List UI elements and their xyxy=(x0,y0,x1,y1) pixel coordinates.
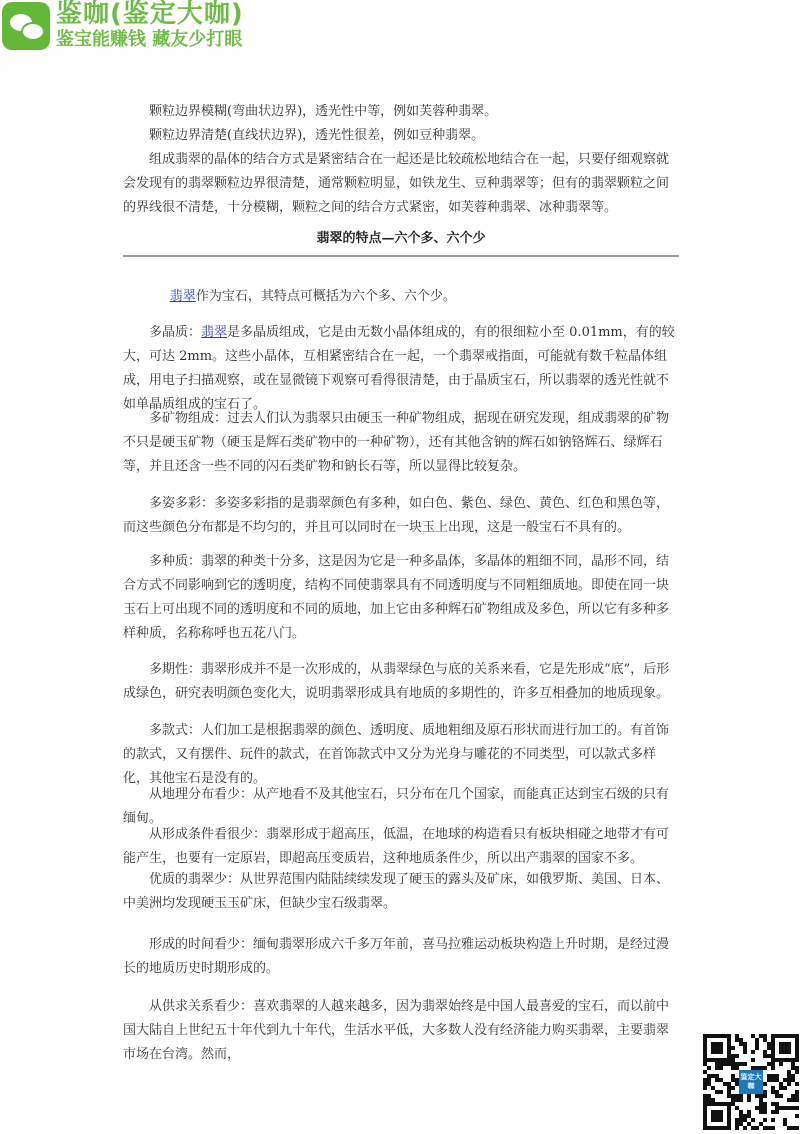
qr-module xyxy=(715,1110,719,1114)
qr-module xyxy=(727,1062,731,1066)
qr-center-logo: 鉴定大咖 xyxy=(739,1070,763,1094)
qr-module xyxy=(703,1110,707,1114)
qr-module xyxy=(779,1082,783,1086)
paragraph-dili: 从地理分布看少：从产地看不及其他宝石，只分布在几个国家，而能真正达到宝石级的只有缅甸。 xyxy=(123,787,670,826)
qr-module xyxy=(775,1090,779,1094)
paragraph-kuangwu: 多矿物组成：过去人们认为翡翠只由硬玉一种矿物组成，据现在研究发现，组成翡翠的矿物不只是硬玉矿物（硬玉是辉石类矿物中的一种矿物），还有其他含钠的辉石如钠铬辉石、绿辉石等，并且还含一些不同的闪石类矿物和钠长石等，所以显得比较复杂。 xyxy=(123,411,670,474)
qr-module xyxy=(703,1106,707,1110)
qr-module xyxy=(739,1094,743,1098)
qr-module xyxy=(751,1050,755,1054)
qr-module xyxy=(795,1098,799,1102)
qr-module xyxy=(731,1086,735,1090)
qr-module xyxy=(763,1126,767,1130)
qr-module xyxy=(715,1118,719,1122)
qr-module xyxy=(791,1062,795,1066)
qr-module xyxy=(783,1058,787,1062)
qr-module xyxy=(735,1062,739,1066)
qr-module xyxy=(735,1122,739,1126)
qr-module xyxy=(727,1102,731,1106)
qr-module xyxy=(755,1046,759,1050)
qr-module xyxy=(719,1118,723,1122)
qr-module xyxy=(743,1126,747,1130)
qr-module xyxy=(719,1126,723,1130)
qr-module xyxy=(715,1090,719,1094)
qr-module xyxy=(763,1118,767,1122)
qr-module xyxy=(759,1098,763,1102)
watermark-header xyxy=(0,0,244,56)
qr-module xyxy=(763,1090,767,1094)
qr-module xyxy=(791,1066,795,1070)
qr-module xyxy=(715,1050,719,1054)
qr-module xyxy=(719,1090,723,1094)
qr-module xyxy=(731,1098,735,1102)
qr-module xyxy=(779,1106,783,1110)
qr-module xyxy=(703,1122,707,1126)
qr-module xyxy=(775,1034,779,1038)
qr-module xyxy=(747,1122,751,1126)
qr-module xyxy=(791,1126,795,1130)
qr-module xyxy=(791,1074,795,1078)
qr-module xyxy=(743,1114,747,1118)
qr-module xyxy=(727,1050,731,1054)
qr-module xyxy=(751,1058,755,1062)
qr-module xyxy=(775,1094,779,1098)
qr-module xyxy=(795,1042,799,1046)
qr-module xyxy=(783,1050,787,1054)
qr-module xyxy=(703,1062,707,1066)
qr-module xyxy=(707,1034,711,1038)
qr-module xyxy=(711,1050,715,1054)
qr-module xyxy=(711,1126,715,1130)
qr-module xyxy=(727,1118,731,1122)
qr-module xyxy=(735,1034,739,1038)
qr-module xyxy=(707,1094,711,1098)
watermark-title: 鉴咖(鉴定大咖) xyxy=(56,0,244,29)
qr-module xyxy=(707,1126,711,1130)
qr-module xyxy=(703,1042,707,1046)
qr-module xyxy=(711,1110,715,1114)
qr-module xyxy=(711,1118,715,1122)
qr-module xyxy=(779,1034,783,1038)
qr-module xyxy=(787,1082,791,1086)
qr-module xyxy=(795,1126,799,1130)
qr-module xyxy=(771,1062,775,1066)
qr-module xyxy=(727,1086,731,1090)
qr-module xyxy=(763,1102,767,1106)
qr-module xyxy=(707,1082,711,1086)
qr-module xyxy=(755,1042,759,1046)
qr-module xyxy=(779,1062,783,1066)
qr-module xyxy=(731,1074,735,1078)
qr-module xyxy=(715,1126,719,1130)
qr-module xyxy=(783,1034,787,1038)
qr-module xyxy=(719,1050,723,1054)
qr-module xyxy=(759,1110,763,1114)
feicui-link[interactable]: 翡翠 xyxy=(169,289,196,304)
qr-module xyxy=(743,1062,747,1066)
qr-module xyxy=(715,1074,719,1078)
qr-module xyxy=(771,1046,775,1050)
qr-module xyxy=(747,1114,751,1118)
qr-module xyxy=(791,1106,795,1110)
qr-module xyxy=(703,1038,707,1042)
qr-module xyxy=(715,1058,719,1062)
qr-module xyxy=(719,1034,723,1038)
qr-module xyxy=(783,1086,787,1090)
qr-module xyxy=(795,1058,799,1062)
qr-module xyxy=(703,1070,707,1074)
qr-module xyxy=(755,1094,759,1098)
qr-module xyxy=(763,1050,767,1054)
qr-module xyxy=(727,1082,731,1086)
qr-module xyxy=(795,1094,799,1098)
qr-module xyxy=(747,1098,751,1102)
qr-module xyxy=(771,1118,775,1122)
qr-module xyxy=(719,1042,723,1046)
qr-module xyxy=(759,1106,763,1110)
qr-module xyxy=(727,1034,731,1038)
qr-module xyxy=(767,1078,771,1082)
qr-module xyxy=(783,1118,787,1122)
qr-module xyxy=(767,1126,771,1130)
qr-module xyxy=(735,1094,739,1098)
qr-module xyxy=(723,1102,727,1106)
qr-module xyxy=(771,1074,775,1078)
qr-module xyxy=(719,1062,723,1066)
qr-module xyxy=(703,1086,707,1090)
qr-module xyxy=(727,1126,731,1130)
qr-module xyxy=(783,1078,787,1082)
qr-module xyxy=(731,1046,735,1050)
qr-module xyxy=(787,1034,791,1038)
qr-module xyxy=(771,1038,775,1042)
qr-module xyxy=(795,1046,799,1050)
qr-module xyxy=(739,1114,743,1118)
qr-module xyxy=(795,1070,799,1074)
qr-module xyxy=(739,1062,743,1066)
qr-module xyxy=(739,1038,743,1042)
qr-module xyxy=(755,1126,759,1130)
qr-module xyxy=(795,1090,799,1094)
qr-module xyxy=(711,1074,715,1078)
qr-module xyxy=(771,1126,775,1130)
qr-module xyxy=(731,1078,735,1082)
qr-module xyxy=(703,1054,707,1058)
qr-module xyxy=(707,1078,711,1082)
qr-module xyxy=(767,1042,771,1046)
qr-module xyxy=(707,1102,711,1106)
qr-module xyxy=(707,1098,711,1102)
qr-module xyxy=(747,1110,751,1114)
qr-module xyxy=(775,1102,779,1106)
qr-module xyxy=(727,1106,731,1110)
paragraph-xingcheng: 从形成条件看很少：翡翠形成于超高压，低温，在地球的构造看只有板块相碰之地带才有可能产生，也要有一定原岩，即超高压变质岩，这种地质条件少，所以出产翡翠的国家不多。 xyxy=(123,827,670,866)
qr-module xyxy=(703,1098,707,1102)
qr-module xyxy=(787,1098,791,1102)
qr-module xyxy=(727,1054,731,1058)
qr-module xyxy=(731,1062,735,1066)
qr-module xyxy=(727,1090,731,1094)
qr-module xyxy=(787,1042,791,1046)
qr-module xyxy=(763,1038,767,1042)
qr-module xyxy=(723,1058,727,1062)
qr-module xyxy=(711,1086,715,1090)
qr-module xyxy=(743,1118,747,1122)
qr-module xyxy=(711,1114,715,1118)
qr-module xyxy=(703,1114,707,1118)
qr-module xyxy=(771,1110,775,1114)
paragraph-shijian: 形成的时间看少：缅甸翡翠形成六千多万年前，喜马拉雅运动板块构造上升时期，是经过漫长的地质历史时期形成的。 xyxy=(123,937,670,976)
paragraph-gongqiu: 从供求关系看少：喜欢翡翠的人越来越多，因为翡翠始终是中国人最喜爱的宝石，而以前中国大陆自上世纪五十年代到九十年代，生活水平低，大多数人没有经济能力购买翡翠，主要翡翠市场在台湾。然而， xyxy=(123,999,670,1062)
qr-module xyxy=(739,1098,743,1102)
qr-module xyxy=(731,1058,735,1062)
qr-module xyxy=(779,1086,783,1090)
qr-module xyxy=(763,1106,767,1110)
qr-module xyxy=(791,1098,795,1102)
qr-module xyxy=(731,1066,735,1070)
qr-module xyxy=(743,1050,747,1054)
qr-module xyxy=(771,1102,775,1106)
qr-module xyxy=(787,1126,791,1130)
qr-module xyxy=(795,1050,799,1054)
qr-module xyxy=(703,1094,707,1098)
qr-module xyxy=(743,1046,747,1050)
qr-module xyxy=(787,1058,791,1062)
qr-module xyxy=(727,1114,731,1118)
paragraph-duojingzhi: 多晶质：翡翠是多晶质组成，它是由无数小晶体组成的，有的很细粒小至 0.01mm，有的较大，可达 2mm。这些小晶体，互相紧密结合在一起，一个翡翠戒指面，可能就有数千粒晶体组成，用电子扫描观察，或在显微镜下观察可看得很清楚，由于晶质宝石，所以翡翠的透光性就不如单晶质组成的宝石了。 xyxy=(123,325,675,412)
qr-module xyxy=(727,1046,731,1050)
qr-module xyxy=(703,1078,707,1082)
qr-module xyxy=(735,1126,739,1130)
paragraph-duokuan: 多款式：人们加工是根据翡翠的颜色、透明度、质地粗细及原石形状而进行加工的。有首饰的款式，又有摆件、玩件的款式，在首饰款式中又分为光身与雕花的不同类型，可以款式多样化，其他宝石是没有的。 xyxy=(123,723,670,786)
qr-module xyxy=(711,1034,715,1038)
qr-module xyxy=(719,1046,723,1050)
qr-module xyxy=(771,1090,775,1094)
qr-module xyxy=(767,1062,771,1066)
qr-module xyxy=(775,1078,779,1082)
qr-module xyxy=(787,1046,791,1050)
qr-module xyxy=(719,1066,723,1070)
qr-module xyxy=(783,1122,787,1126)
qr-module xyxy=(791,1094,795,1098)
qr-module xyxy=(779,1046,783,1050)
qr-module xyxy=(779,1058,783,1062)
qr-module xyxy=(783,1046,787,1050)
qr-module xyxy=(727,1094,731,1098)
qr-module xyxy=(775,1074,779,1078)
qr-module xyxy=(723,1126,727,1130)
qr-module xyxy=(707,1074,711,1078)
qr-module xyxy=(755,1106,759,1110)
qr-code xyxy=(703,1034,799,1130)
qr-module xyxy=(751,1118,755,1122)
qr-module xyxy=(779,1050,783,1054)
qr-module xyxy=(747,1094,751,1098)
qr-module xyxy=(703,1082,707,1086)
qr-module xyxy=(775,1106,779,1110)
qr-module xyxy=(767,1046,771,1050)
qr-module xyxy=(795,1038,799,1042)
qr-module xyxy=(727,1058,731,1062)
qr-module xyxy=(715,1102,719,1106)
qr-module xyxy=(711,1058,715,1062)
qr-module xyxy=(795,1082,799,1086)
qr-module xyxy=(735,1054,739,1058)
qr-module xyxy=(703,1058,707,1062)
qr-module xyxy=(715,1034,719,1038)
qr-module xyxy=(715,1042,719,1046)
qr-module xyxy=(787,1074,791,1078)
qr-module xyxy=(771,1042,775,1046)
qr-module xyxy=(703,1118,707,1122)
qr-module xyxy=(719,1058,723,1062)
qr-module xyxy=(783,1106,787,1110)
qr-module xyxy=(771,1058,775,1062)
qr-module xyxy=(735,1038,739,1042)
qr-module xyxy=(739,1118,743,1122)
section-title: 翡翠的特点—六个多、六个少 xyxy=(316,231,486,246)
qr-module xyxy=(791,1078,795,1082)
qr-module xyxy=(711,1046,715,1050)
qr-module xyxy=(727,1122,731,1126)
intro-line-2: 颗粒边界清楚(直线状边界)，透光性很差，例如豆种翡翠。 xyxy=(149,128,485,143)
qr-module xyxy=(763,1094,767,1098)
qr-module xyxy=(715,1046,719,1050)
feicui-link[interactable]: 翡翠 xyxy=(201,325,228,340)
qr-module xyxy=(723,1062,727,1066)
qr-module xyxy=(779,1042,783,1046)
qr-module xyxy=(735,1106,739,1110)
qr-module xyxy=(787,1070,791,1074)
qr-module xyxy=(759,1034,763,1038)
qr-module xyxy=(727,1042,731,1046)
qr-module xyxy=(791,1058,795,1062)
qr-module xyxy=(703,1050,707,1054)
qr-module xyxy=(763,1082,767,1086)
qr-module xyxy=(771,1086,775,1090)
qr-module xyxy=(711,1098,715,1102)
qr-module xyxy=(739,1110,743,1114)
qr-module xyxy=(711,1042,715,1046)
qr-module xyxy=(771,1054,775,1058)
qr-module xyxy=(759,1122,763,1126)
qr-module xyxy=(763,1054,767,1058)
qr-module xyxy=(795,1054,799,1058)
qr-module xyxy=(703,1126,707,1130)
qr-module xyxy=(775,1110,779,1114)
qr-module xyxy=(719,1078,723,1082)
qr-module xyxy=(703,1046,707,1050)
qr-module xyxy=(751,1126,755,1130)
qr-module xyxy=(787,1106,791,1110)
qr-module xyxy=(727,1038,731,1042)
qr-module xyxy=(759,1094,763,1098)
qr-module xyxy=(771,1078,775,1082)
qr-module xyxy=(795,1106,799,1110)
paragraph-duoqi: 多期性：翡翠形成并不是一次形成的，从翡翠绿色与底的关系来看，它是先形成“底”，后形成绿色，研究表明颜色变化大，说明翡翠形成具有地质的多期性的，许多互相叠加的地质现象。 xyxy=(123,662,670,701)
qr-module xyxy=(743,1042,747,1046)
qr-module xyxy=(771,1066,775,1070)
qr-module xyxy=(763,1110,767,1114)
qr-module xyxy=(739,1042,743,1046)
qr-module xyxy=(795,1034,799,1038)
qr-module xyxy=(719,1114,723,1118)
paragraph-youzhi: 优质的翡翠少：从世界范围内陆陆续续发现了硬玉的露头及矿床，如俄罗斯、美国、日本、中美洲均发现硬玉玉矿床，但缺少宝石级翡翠。 xyxy=(123,872,670,911)
qr-module xyxy=(787,1078,791,1082)
intro-line-1: 颗粒边界模糊(弯曲状边界)，透光性中等，例如芙蓉种翡翠。 xyxy=(149,104,498,119)
qr-module xyxy=(755,1038,759,1042)
qr-module xyxy=(731,1094,735,1098)
qr-module xyxy=(715,1078,719,1082)
qr-module xyxy=(735,1098,739,1102)
qr-module xyxy=(715,1114,719,1118)
qr-module xyxy=(739,1122,743,1126)
qr-module xyxy=(763,1066,767,1070)
qr-module xyxy=(759,1102,763,1106)
qr-module xyxy=(723,1082,727,1086)
qr-module xyxy=(707,1066,711,1070)
qr-module xyxy=(719,1102,723,1106)
qr-module xyxy=(791,1034,795,1038)
qr-module xyxy=(763,1034,767,1038)
qr-module xyxy=(775,1058,779,1062)
qr-module xyxy=(719,1110,723,1114)
divider xyxy=(123,255,679,257)
qr-module xyxy=(703,1102,707,1106)
qr-module xyxy=(751,1034,755,1038)
qr-module xyxy=(703,1034,707,1038)
qr-module xyxy=(767,1074,771,1078)
paragraph-duozi: 多姿多彩：多姿多彩指的是翡翠颜色有多种，如白色、紫色、绿色、黄色、红色和黑色等，而这些颜色分布都是不均匀的，并且可以同时在一块玉上出现，这是一般宝石不具有的。 xyxy=(123,496,670,535)
qr-module xyxy=(711,1102,715,1106)
qr-module xyxy=(795,1066,799,1070)
lead-paragraph: 翡翠作为宝石，其特点可概括为六个多、六个少。 xyxy=(169,289,456,304)
wechat-icon xyxy=(2,2,50,50)
qr-module xyxy=(735,1118,739,1122)
qr-module xyxy=(731,1102,735,1106)
intro-paragraph: 组成翡翠的晶体的结合方式是紧密结合在一起还是比较疏松地结合在一起，只要仔细观察就会发现有的翡翠颗粒边界很清楚，通常颗粒明显，如铁龙生、豆种翡翠等；但有的翡翠颗粒之间的界线很不清楚，十分模糊，颗粒之间的结合方式紧密，如芙蓉种翡翠、冰种翡翠等。 xyxy=(123,152,670,215)
paragraph-duozhong: 多种质：翡翠的种类十分多，这是因为它是一种多晶体，多晶体的粗细不同，晶形不同，结合方式不同影响到它的透明度，结构不同使翡翠具有不同透明度与不同粗细质地。即使在同一块玉石上可出现不同的透明度和不同的质地，加上它由多种辉石矿物组成及多色，所以它有多种多样种质，名称称呼也五花八门。 xyxy=(123,554,670,641)
qr-module xyxy=(723,1034,727,1038)
watermark-slogan: 鉴宝能赚钱 藏友少打眼 xyxy=(56,29,243,50)
qr-module xyxy=(767,1054,771,1058)
qr-module xyxy=(731,1054,735,1058)
qr-module xyxy=(715,1066,719,1070)
qr-module xyxy=(715,1062,719,1066)
qr-module xyxy=(783,1042,787,1046)
qr-module xyxy=(771,1050,775,1054)
qr-module xyxy=(727,1110,731,1114)
qr-module xyxy=(779,1094,783,1098)
qr-module xyxy=(787,1050,791,1054)
qr-module xyxy=(795,1114,799,1118)
qr-module xyxy=(707,1058,711,1062)
qr-module xyxy=(771,1034,775,1038)
